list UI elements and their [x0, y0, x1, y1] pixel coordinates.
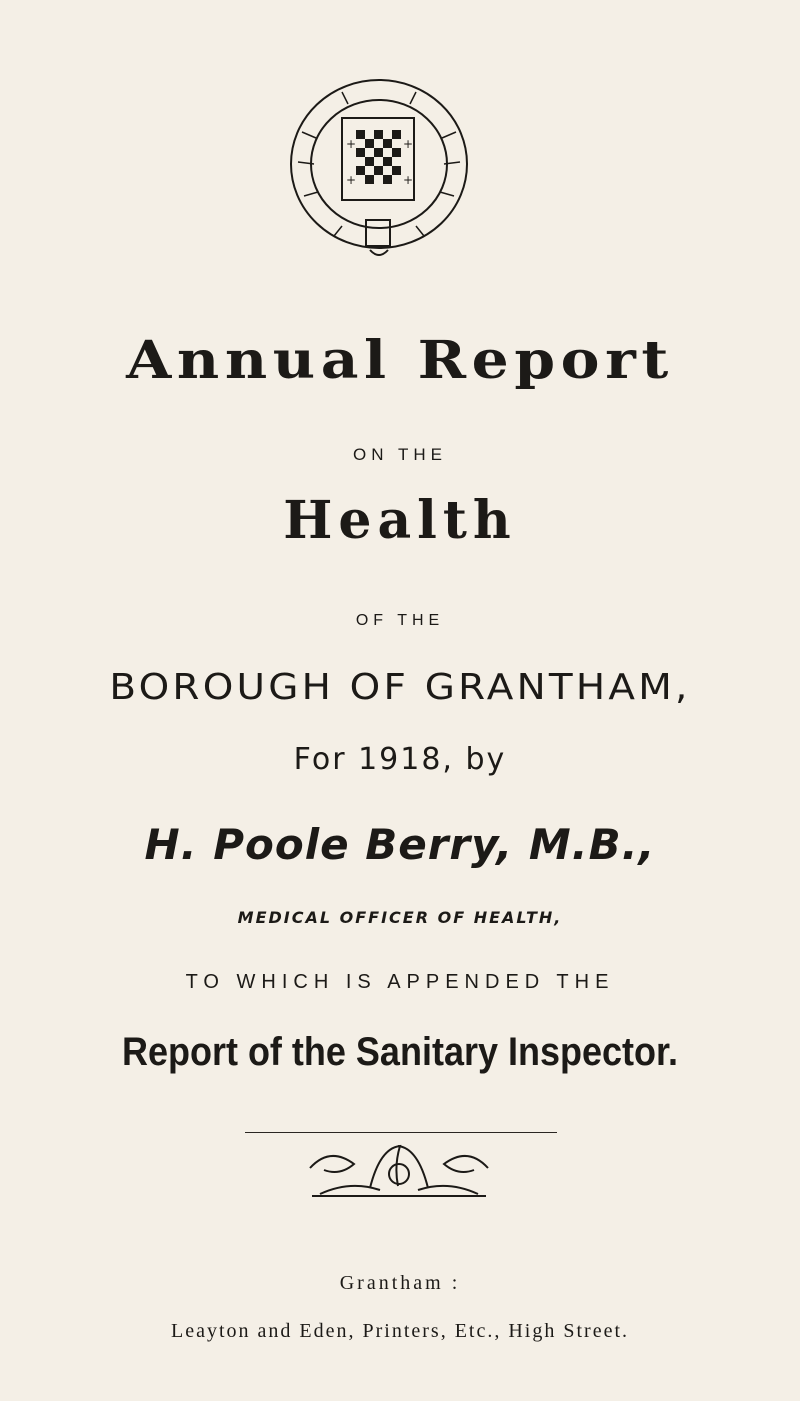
- appended-report-title: Report of the Sanitary Inspector.: [121, 1030, 679, 1074]
- author-name: H. Poole Berry, M.B.,: [144, 820, 656, 869]
- imprint-printers: Leayton and Eden, Printers, Etc., High Street.: [170, 1320, 629, 1342]
- on-the-label: ON THE: [353, 445, 447, 464]
- author-position: MEDICAL OFFICER OF HEALTH,: [237, 908, 563, 927]
- ornament-icon: [300, 1138, 498, 1202]
- imprint-place: Grantham :: [339, 1272, 461, 1294]
- svg-text:+: +: [403, 173, 414, 187]
- report-title: Annual Report: [126, 330, 674, 391]
- svg-text:+: +: [403, 137, 414, 151]
- divider-rule: [245, 1132, 557, 1133]
- svg-text:+: +: [346, 173, 357, 187]
- of-the-label: OF THE: [355, 612, 445, 629]
- borough-name: BOROUGH OF GRANTHAM,: [109, 667, 691, 708]
- report-subject: Health: [283, 490, 517, 551]
- year-line: For 1918, by: [293, 742, 507, 777]
- appended-line: TO WHICH IS APPENDED THE: [185, 971, 615, 993]
- borough-seal-icon: [282, 72, 476, 270]
- svg-text:+: +: [346, 137, 357, 151]
